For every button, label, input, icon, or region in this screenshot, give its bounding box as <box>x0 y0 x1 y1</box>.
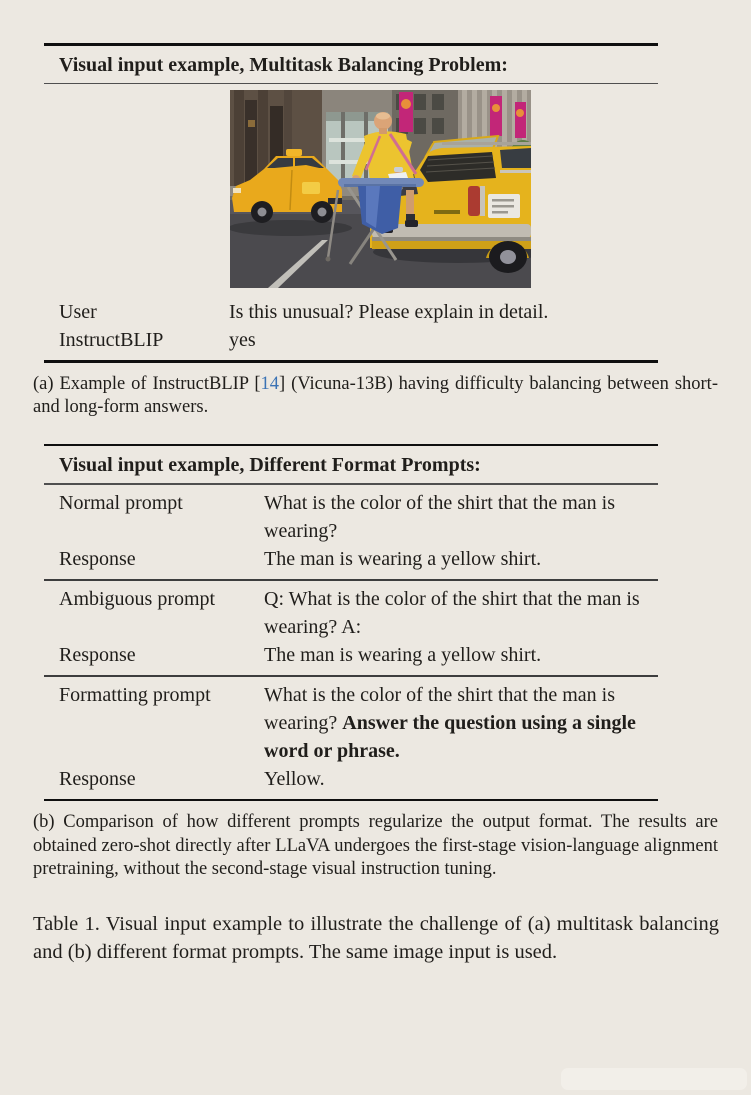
prompt-group-formatting <box>44 677 658 799</box>
table-row <box>44 489 658 545</box>
table-a-bottom-rule <box>44 360 658 363</box>
prompt-group-normal <box>44 485 658 579</box>
speaker-text: yes <box>229 329 256 351</box>
prompt-label: Formatting prompt <box>59 683 211 706</box>
speaker-text: Is this unusual? Please explain in detail. <box>229 301 549 323</box>
speaker-label: InstructBLIP <box>59 329 164 351</box>
street-ironing-photo <box>230 90 531 288</box>
prompt-text: Q: What is the color of the shirt that the man is wearing? A: <box>264 587 640 638</box>
bottom-right-overlay <box>561 1068 747 1090</box>
prompt-text <box>264 681 658 765</box>
table-row <box>44 326 658 354</box>
table-a-rows <box>44 296 658 360</box>
table-row <box>44 641 658 669</box>
table-b-format-prompts <box>44 444 658 802</box>
table-b-header: Visual input example, Different Format Prompts: <box>59 454 481 476</box>
table-b-bottom-rule <box>44 799 658 802</box>
response-label: Response <box>59 547 136 570</box>
response-label: Response <box>59 767 136 790</box>
caption-b: (b) Comparison of how different prompts regularize the output format. The results are obtained zero-shot directly after LLaVA undergoes the first-stage vision-language alignment pretraining, without the second-stage visual instruction tuning. <box>33 812 718 879</box>
prompt-label: Normal prompt <box>59 491 183 514</box>
response-text: The man is wearing a yellow shirt. <box>264 643 542 666</box>
citation-link-14[interactable]: 14 <box>260 373 280 394</box>
table-a-multitask-balancing <box>44 43 658 363</box>
street-ironing-photo-svg <box>230 90 531 288</box>
speaker-label: User <box>59 301 97 323</box>
prompt-text-bold: Answer the question using a single word or phrase. <box>264 711 636 762</box>
response-text: Yellow. <box>264 767 325 790</box>
caption-a-prefix: (a) Example of InstructBLIP [ <box>33 373 261 394</box>
response-label: Response <box>59 643 136 666</box>
prompt-text: What is the color of the shirt that the man is wearing? <box>264 491 616 542</box>
prompt-label: Ambiguous prompt <box>59 587 216 610</box>
response-text: The man is wearing a yellow shirt. <box>264 547 542 570</box>
table-row <box>44 585 658 641</box>
prompt-text-normal: What is the color of the shirt that the man is wearing? <box>264 683 616 734</box>
table-row <box>44 681 658 765</box>
table-row <box>44 545 658 573</box>
table-a-header-rule <box>44 83 658 85</box>
table-row <box>44 298 658 326</box>
caption-a-suffix: ] (Vicuna-13B) having difficulty balancing between short- and long-form answers. <box>33 373 718 417</box>
table-row <box>44 765 658 793</box>
table-1-caption: Table 1. Visual input example to illustrate the challenge of (a) multitask balancing and (b) different format prompts. The same image input is used. <box>33 912 719 963</box>
caption-a <box>33 373 718 420</box>
prompt-group-ambiguous <box>44 581 658 675</box>
table-a-header: Visual input example, Multitask Balancing Problem: <box>59 53 508 76</box>
